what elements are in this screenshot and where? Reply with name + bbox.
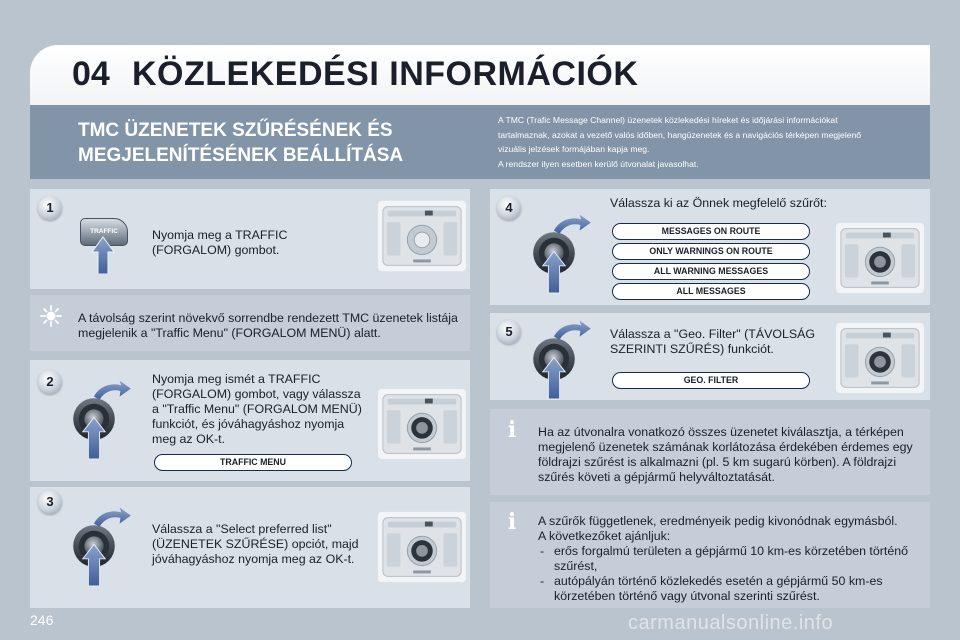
- info-icon: i: [507, 509, 517, 535]
- filter-option-all-warning-messages[interactable]: ALL WARNING MESSAGES: [612, 263, 810, 280]
- radio-unit-icon: [378, 200, 466, 272]
- geo-filter-option[interactable]: GEO. FILTER: [612, 372, 810, 389]
- rotary-knob-icon: [530, 318, 594, 400]
- section-intro: A TMC (Trafic Message Channel) üzenetek közlekedési híreket és időjárási információkat tartalmaznak, azokat a vezető valós időben, hangüzenetek és a navigációs térképen megjelenő vizuális jelzések formájában kapja meg. A rendszer ilyen esetben kerülő útvonalat javasolhat.: [498, 115, 862, 169]
- step2-badge: 2: [38, 370, 62, 394]
- step1-text: Nyomja meg a TRAFFIC (FORGALOM) gombot.: [152, 228, 288, 257]
- radio-unit-icon: [836, 322, 924, 394]
- step1-badge: 1: [38, 196, 62, 220]
- traffic-menu-option[interactable]: TRAFFIC MENU: [154, 454, 352, 471]
- section-title: TMC ÜZENETEK SZŰRÉSÉNEK ÉS MEGJELENÍTÉSÉNEK BEÁLLÍTÁSA: [78, 120, 404, 166]
- radio-unit-icon: [836, 222, 924, 294]
- watermark: carmanualsonline.info: [628, 612, 834, 634]
- rotary-knob-icon: [530, 212, 594, 294]
- info1-text: Ha az útvonalra vonatkozó összes üzenetet kiválasztja, a térképen megjelenő üzenetek számának korlátozása érdekében érdemes egy földrajzi szűrést is alkalmazni (pl. 5 km sugarú körben). A földrajzi szűrés követi a gépjármű helyváltoztatását.: [538, 425, 913, 484]
- filter-option-only-warnings-on-route[interactable]: ONLY WARNINGS ON ROUTE: [612, 243, 810, 260]
- list-item: - erős forgalmú területen a gépjármű 10 km-es körzetében történő szűrést,: [538, 544, 920, 574]
- info2-bullet-list: [538, 544, 920, 604]
- step5-badge: 5: [497, 320, 521, 344]
- rotary-knob-icon: [70, 378, 134, 460]
- step5-text: Válassza a "Geo. Filter" (TÁVOLSÁG SZERINTI SZŰRÉS) funkciót.: [610, 327, 816, 356]
- step3-text: Válassza a "Select preferred list" (ÜZENETEK SZŰRÉSE) opciót, majd jóváhagyáshoz nyomja meg az OK-t.: [152, 522, 359, 566]
- step4-text: Válassza ki az Önnek megfelelő szűrőt:: [610, 196, 827, 210]
- step2-text: Nyomja meg ismét a TRAFFIC (FORGALOM) gombot, vagy válassza a "Traffic Menu" (FORGALOM MENÜ) funkciót, és jóváhagyáshoz nyomja meg az OK-t.: [152, 372, 362, 446]
- chapter-number: 04: [72, 55, 110, 93]
- list-item: - autópályán történő közlekedés esetén a gépjármű 50 km-es körzetében történő vagy útvonal szerinti szűrést.: [538, 574, 920, 604]
- radio-unit-icon: [378, 511, 466, 583]
- filter-option-messages-on-route[interactable]: MESSAGES ON ROUTE: [612, 223, 810, 240]
- press-arrow-icon: [91, 236, 115, 274]
- info-icon: i: [507, 417, 517, 443]
- radio-unit-icon: [378, 388, 466, 460]
- filter-option-all-messages[interactable]: ALL MESSAGES: [612, 283, 810, 300]
- info2-text: A szűrők függetlenek, eredményeik pedig kivonódnak egymásból. A következőket ajánljuk: - erős forgalmú területen a gépjármű 10 km-es körzetében történő szűrést, - autópályán történő közlekedés esetén a gépjármű 50 km-es körzetében történő vagy útvonal szerinti szűrést.: [538, 514, 920, 604]
- page-number: 246: [30, 612, 54, 628]
- step4-badge: 4: [497, 196, 521, 220]
- traffic-button[interactable]: TRAFFIC: [80, 218, 128, 246]
- tip-text: A távolság szerint növekvő sorrendbe rendezett TMC üzenetek listája megjelenik a "Traffic Menu" (FORGALOM MENÜ) alatt.: [78, 311, 458, 340]
- rotary-knob-icon: [70, 505, 134, 587]
- sun-tip-icon: [40, 305, 62, 327]
- step3-badge: 3: [38, 490, 62, 514]
- chapter-title: KÖZLEKEDÉSI INFORMÁCIÓK: [132, 55, 639, 93]
